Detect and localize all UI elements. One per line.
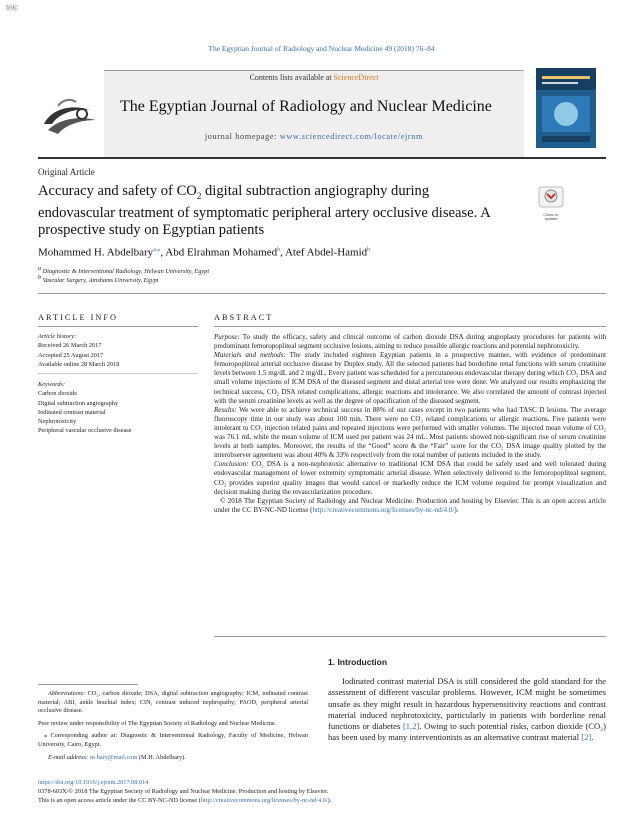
- footnote-rule: [38, 684, 138, 685]
- history-label: Article history:: [38, 333, 77, 340]
- peer-review-note: Peer review under responsibility of The Egyptian Society of Radiology and Nuclear Medicine.: [38, 719, 277, 727]
- history-entry: Available online 28 March 2018: [38, 360, 120, 368]
- affiliation: [38, 275, 158, 284]
- abstract-purpose: [214, 333, 606, 351]
- keyword: Peripheral vascular occlusive disease: [38, 427, 132, 435]
- purpose-text: To study the efficacy, safety and clinical outcome of carbon dioxide DSA during angioplasty procedures for patients with predominant femoropopliteal segment occlusive lesions, aiming to reduce possible allergic reactions and potential nephrotoxicity.: [214, 333, 606, 351]
- abstract-license: [214, 497, 606, 515]
- title-part1: Accuracy and safety of CO: [38, 183, 197, 199]
- sciencedirect-link[interactable]: ScienceDirect: [333, 73, 379, 82]
- introduction-text: [328, 676, 606, 744]
- license-text: © 2018 The Egyptian Society of Radiology and Nuclear Medicine. Production and hosting by Elsevier. This is an open access article under the CC BY-NC-ND license (: [214, 496, 606, 514]
- title-part2: digital subtraction angiography during endovascular treatment of symptomatic peripheral artery occlusive disease. A prospective study on Egyptian patients: [38, 183, 490, 238]
- affiliation-text: Vascular Surgery, Ainshams University, Egypt: [42, 277, 159, 285]
- article-info-rule: [38, 326, 198, 327]
- email-link[interactable]: m-bary@mail.com: [89, 753, 138, 761]
- journal-reference[interactable]: The Egyptian Journal of Radiology and Nuclear Medicine 49 (2018) 76–84: [208, 44, 435, 53]
- affiliation: [38, 266, 209, 275]
- author-name: Mohammed H. Abdelbary: [38, 246, 154, 259]
- author-affil-mark[interactable]: b: [367, 247, 371, 253]
- abstract-results: [214, 406, 606, 461]
- issn-line: 0378-603X/© 2018 The Egyptian Society of Radiology and Nuclear Medicine. Production and hosting by Elsevier.: [38, 788, 329, 795]
- history-entry: Accepted 25 August 2017: [38, 351, 104, 359]
- journal-cover-thumbnail[interactable]: [536, 68, 596, 148]
- author-list: Mohammed H. Abdelbary$^{a,⁎}$, Abd Elrahman Mohamed$^b$, Atef Abdel-Hamid$^b$: [38, 246, 371, 259]
- abstract-body: [214, 333, 606, 515]
- intro-text: . Owing to such potential risks, carbon dioxide (CO₂) has been used by many interventionists as an alternative contrast material: [328, 721, 607, 743]
- conclusion-label: Conclusion:: [214, 460, 249, 469]
- affiliation-mark: a: [38, 266, 41, 272]
- intro-text: .: [591, 732, 594, 743]
- keywords: [38, 380, 198, 436]
- abbrev-text: CO₂, carbon dioxide; DSA, digital subtraction angiography; ICM, iodinated contrast material; ABI, ankle brachial index; CIN, contrast induced nephropathy; PAOD, peripheral arterial occlusive disease.: [38, 690, 308, 715]
- history-entry: Received 26 March 2017: [38, 342, 102, 350]
- article-info-heading: ARTICLE INFO: [38, 313, 118, 322]
- purpose-label: Purpose:: [214, 333, 240, 341]
- conclusion-text: CO₂ DSA is a non-nephrotoxic alternative to traditional ICM DSA that could be safely used and well tolerated during endovascular management of lower extremity symptomatic arterial disease. When selectively delivered to the femoropopliteal segment, CO₂ provides superior quality images that would cancel or markedly reduce the ICM volume required for prompt visualization and decision making during the revascularization procedure.: [214, 460, 606, 496]
- citation-link[interactable]: [2]: [581, 732, 592, 743]
- author-name: Atef Abdel-Hamid: [284, 246, 368, 259]
- methods-text: The study included eighteen Egyptian patients in a prospective manner, with evidence of predominant femoropopliteal arterial occlusive disease by Duplex study. All the selected patients had borderline renal functions with serum creatinine levels between 1.5 mg/dL and 2 mg/dL. Every patient was scheduled for a percutaneous endovascular therapy during which CO₂ DSA and small volume injections of ICM DSA of the diseased segment and distal arterial tree were done. We analyzed our results emphasizing the technical success, CO₂ DSA related complications, allergic reactions and intolerance. We also correlated the amount of contrast injected with the serum creatinine levels as well as the degree of opacification of the diseased segment.: [214, 351, 606, 405]
- article-history: [38, 332, 198, 369]
- corresponding-author-note: ⁎ Corresponding author at: Diagnostic & Interventional Radiology, Faculty of Medicine, Helwan University, Cairo, Egypt.: [38, 732, 308, 748]
- article-title: [38, 183, 508, 239]
- oa-end: ).: [327, 797, 332, 804]
- author-affil-mark[interactable]: b: [277, 247, 281, 253]
- oa-text: This is an open access article under the CC BY-NC-ND license (: [38, 797, 201, 804]
- license-end: ).: [454, 505, 459, 514]
- journal-homepage: [104, 132, 524, 141]
- header-rule: [38, 157, 606, 159]
- author-affil-mark[interactable]: a,⁎: [153, 247, 161, 253]
- license-link[interactable]: http://creativecommons.org/licenses/by-nc-nd/4.0/: [312, 505, 455, 514]
- affiliation-mark: b: [38, 275, 41, 281]
- keyword: Iodinated contrast material: [38, 408, 106, 416]
- email-note: [38, 754, 308, 763]
- email-owner: (M.H. Abdelbary).: [137, 753, 186, 761]
- intro-text: Iodinated contrast material DSA is still considered the gold standard for the assessment of different vascular problems. However, ICM might be sometimes unsafe as they might result in hazardous hypersensitivity reactions and contrast material induced nephrotoxicity, particularly in patients with borderline renal functions or diabetes: [328, 676, 606, 732]
- section-rule: [38, 293, 606, 294]
- abstract-methods: [214, 351, 606, 406]
- contents-prefix: Contents lists available at: [249, 73, 334, 82]
- crossmark-label: Check for updates: [543, 213, 559, 221]
- citation-link[interactable]: [1,2]: [402, 721, 420, 732]
- methods-label: Materials and methods:: [214, 351, 286, 360]
- journal-logo-icon: [38, 94, 102, 142]
- footnotes: [38, 690, 308, 766]
- homepage-prefix: journal homepage:: [204, 132, 280, 141]
- open-access-line: [38, 797, 331, 804]
- abbrev-label: Abbreviations:: [48, 690, 86, 697]
- homepage-link[interactable]: www.sciencedirect.com/locate/ejrnm: [279, 132, 424, 141]
- abstract-heading: ABSTRACT: [214, 313, 274, 322]
- title-subscript: 2: [196, 190, 202, 201]
- introduction-heading: 1. Introduction: [328, 657, 388, 667]
- author-name: Abd Elrahman Mohamed: [165, 246, 278, 259]
- corner-mark: 纳标: [6, 6, 19, 12]
- keyword: Carbon dioxide: [38, 390, 77, 398]
- keyword: Nephrotoxicity: [38, 418, 77, 426]
- oa-link[interactable]: http://creativecommons.org/licenses/by-nc-nd/4.0/: [200, 797, 328, 804]
- doi-link[interactable]: https://doi.org/10.1016/j.ejrnm.2017.08.014: [38, 779, 149, 786]
- history-rule: [38, 373, 198, 374]
- email-label: E-mail address:: [48, 753, 90, 761]
- abstract-rule: [214, 326, 606, 327]
- affiliation-text: Diagnostic & Interventional Radiology, Helwan University, Egypt: [42, 268, 210, 276]
- keywords-label: Keywords:: [38, 381, 66, 388]
- crossmark-icon: [538, 186, 564, 208]
- contents-line: [104, 73, 524, 82]
- article-type: Original Article: [38, 167, 95, 177]
- abbreviations-note: [38, 690, 308, 716]
- journal-title: The Egyptian Journal of Radiology and Nuclear Medicine: [120, 98, 492, 115]
- abstract-conclusion: [214, 460, 606, 496]
- check-for-updates-button[interactable]: [538, 186, 564, 221]
- results-text: We were able to achieve technical success in 88% of our cases except in two patients who had TASC D lesions. The average fluoroscopy time in our study was about 100 min. There were no CO₂ related complications or allergic reactions. Five patients were intolerant to CO₂ injection related pains and repeated injections were performed with smaller volumes. The injected mean volume of CO₂ was 76.1 mL while the mean volume of ICM used per patient was 24 mL. Most patients showed non-significant rise of serum creatinine levels at both samples. Moreover, the results of the “Good” score & the “Fair” score for the CO₂ DSA image quality plotted by the interobserver agreement was about 40% & 33% respectively from the total number of patients included in the study.: [214, 405, 606, 460]
- results-label: Results:: [214, 405, 237, 414]
- keyword: Digital subtraction angiography: [38, 399, 119, 407]
- abstract-bottom-rule: [214, 636, 606, 637]
